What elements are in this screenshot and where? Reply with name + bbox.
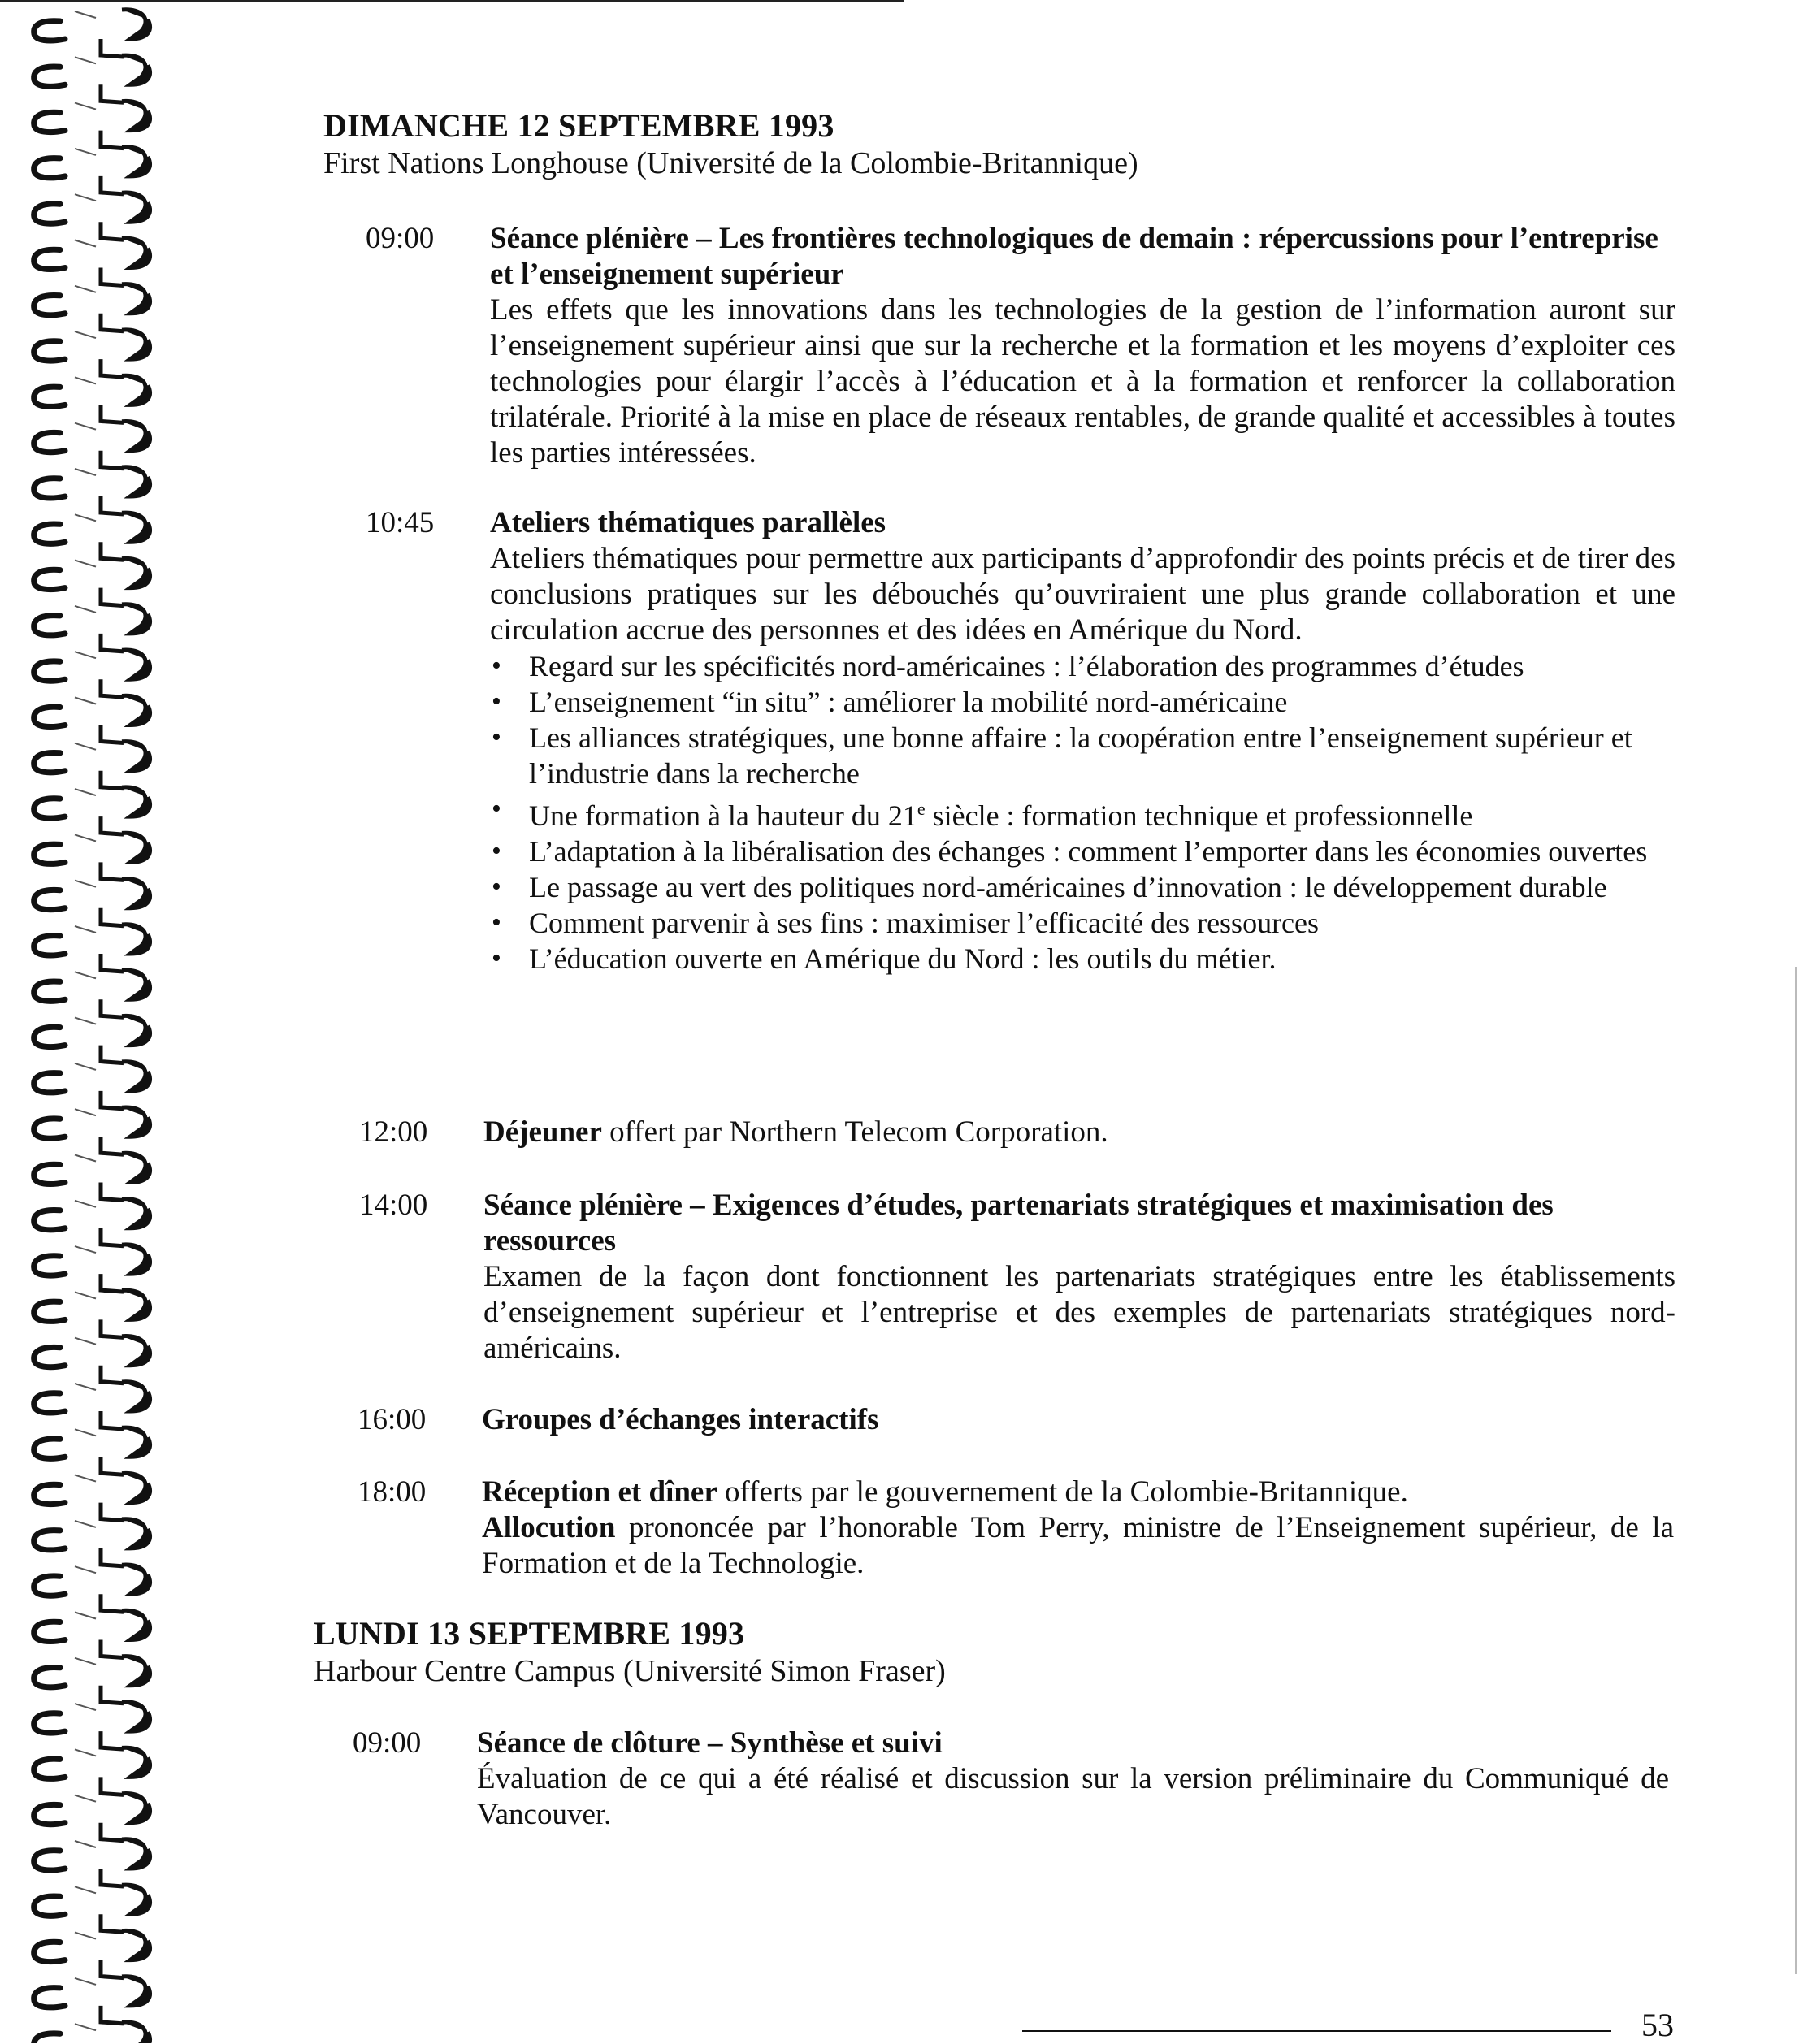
session-1800-reception: [358, 1475, 1674, 1582]
session-description: Examen de la façon dont fonctionnent les partenariats stratégiques entre les établissements d’enseignement supérieur et l’entreprise et des exemples de partenariats stratégiques nord-américains.: [483, 1260, 1675, 1365]
day-title: LUNDI 13 SEPTEMBRE 1993: [314, 1615, 745, 1652]
footer-rule: [1022, 2030, 1611, 2032]
session-1600-groups: [358, 1402, 1674, 1438]
session-title: Séance de clôture – Synthèse et suivi: [477, 1726, 943, 1760]
session-text: offerts par le gouvernement de la Colombie-Britannique.: [717, 1475, 1408, 1509]
session-lead: Déjeuner: [483, 1115, 602, 1149]
session-time: 09:00: [353, 1726, 422, 1760]
session-title: Groupes d’échanges interactifs: [482, 1403, 879, 1436]
topic-item: [490, 791, 1675, 834]
session-time: 18:00: [358, 1475, 427, 1509]
topic-text: Une formation à la hauteur du 21: [529, 799, 917, 832]
session-time: 10:45: [366, 506, 435, 539]
topic-item: • Regard sur les spécificités nord-américaines : l’élaboration des programmes d’études: [490, 648, 1675, 684]
spiral-binding: [0, 0, 163, 2043]
session-1045-workshops: [366, 505, 1675, 977]
session-time: 09:00: [366, 222, 435, 255]
topic-item: • L’enseignement “in situ” : améliorer la mobilité nord-américaine: [490, 684, 1675, 720]
page-number: 53: [1641, 2007, 1674, 2043]
session-0900-closing: [353, 1726, 1669, 1833]
day-venue: First Nations Longhouse (Université de la Colombie-Britannique): [323, 146, 1138, 180]
session-time: 16:00: [358, 1403, 427, 1436]
topic-item: • Les alliances stratégiques, une bonne affaire : la coopération entre l’enseignement supérieur et l’industrie dans la recherche: [490, 720, 1675, 791]
ordinal-superscript: e: [917, 799, 926, 819]
session-1400-plenary: [359, 1188, 1675, 1366]
topic-item: • L’éducation ouverte en Amérique du Nord : les outils du métier.: [490, 941, 1675, 977]
session-0900-plenary: [366, 221, 1675, 471]
session-time: 12:00: [359, 1115, 428, 1149]
topic-text: siècle : formation technique et professionnelle: [925, 799, 1473, 832]
session-title: Séance plénière – Les frontières technologiques de demain : répercussions pour l’entreprise et l’enseignement supérieur: [490, 222, 1658, 291]
session-1200-lunch: [359, 1115, 1675, 1150]
session-text: offert par Northern Telecom Corporation.: [601, 1115, 1108, 1149]
topic-item: • Le passage au vert des politiques nord-américaines d’innovation : le développement durable: [490, 869, 1675, 905]
session-description: Les effets que les innovations dans les technologies de la gestion de l’information auront sur l’enseignement supérieur ainsi que sur la recherche et la formation et les moyens d’exploiter ces technologies pour élargir l’accès à l’éducation et à la formation et renforcer la collaboration trilatérale. Priorité à la mise en place de réseaux rentables, de grande qualité et accessibles à toutes les parties intéressées.: [490, 293, 1675, 470]
session-text: prononcée par l’honorable Tom Perry, ministre de l’Enseignement supérieur, de la Formation et de la Technologie.: [482, 1511, 1674, 1580]
session-description: Ateliers thématiques pour permettre aux participants d’approfondir des points précis et de tirer des conclusions pratiques sur les débouchés qu’ouvriraient une plus grande collaboration et une circulation accrue des personnes et des idées en Amérique du Nord.: [490, 542, 1675, 647]
session-description: Évaluation de ce qui a été réalisé et discussion sur la version préliminaire du Communiqué de Vancouver.: [477, 1762, 1669, 1831]
session-lead: Allocution: [482, 1511, 616, 1544]
day-header-sunday: [323, 107, 1138, 182]
session-title: Ateliers thématiques parallèles: [490, 506, 886, 539]
day-header-monday: [314, 1615, 946, 1690]
topic-item: • Comment parvenir à ses fins : maximiser l’efficacité des ressources: [490, 905, 1675, 941]
right-edge-rule: [1795, 967, 1797, 1974]
day-title: DIMANCHE 12 SEPTEMBRE 1993: [323, 107, 834, 144]
day-venue: Harbour Centre Campus (Université Simon Fraser): [314, 1654, 946, 1688]
topic-item: • L’adaptation à la libéralisation des échanges : comment l’emporter dans les économies ouvertes: [490, 834, 1675, 869]
workshop-topic-list: [490, 648, 1675, 977]
session-title: Séance plénière – Exigences d’études, partenariats stratégiques et maximisation des ressources: [483, 1189, 1554, 1258]
session-lead: Réception et dîner: [482, 1475, 717, 1509]
session-time: 14:00: [359, 1189, 428, 1222]
